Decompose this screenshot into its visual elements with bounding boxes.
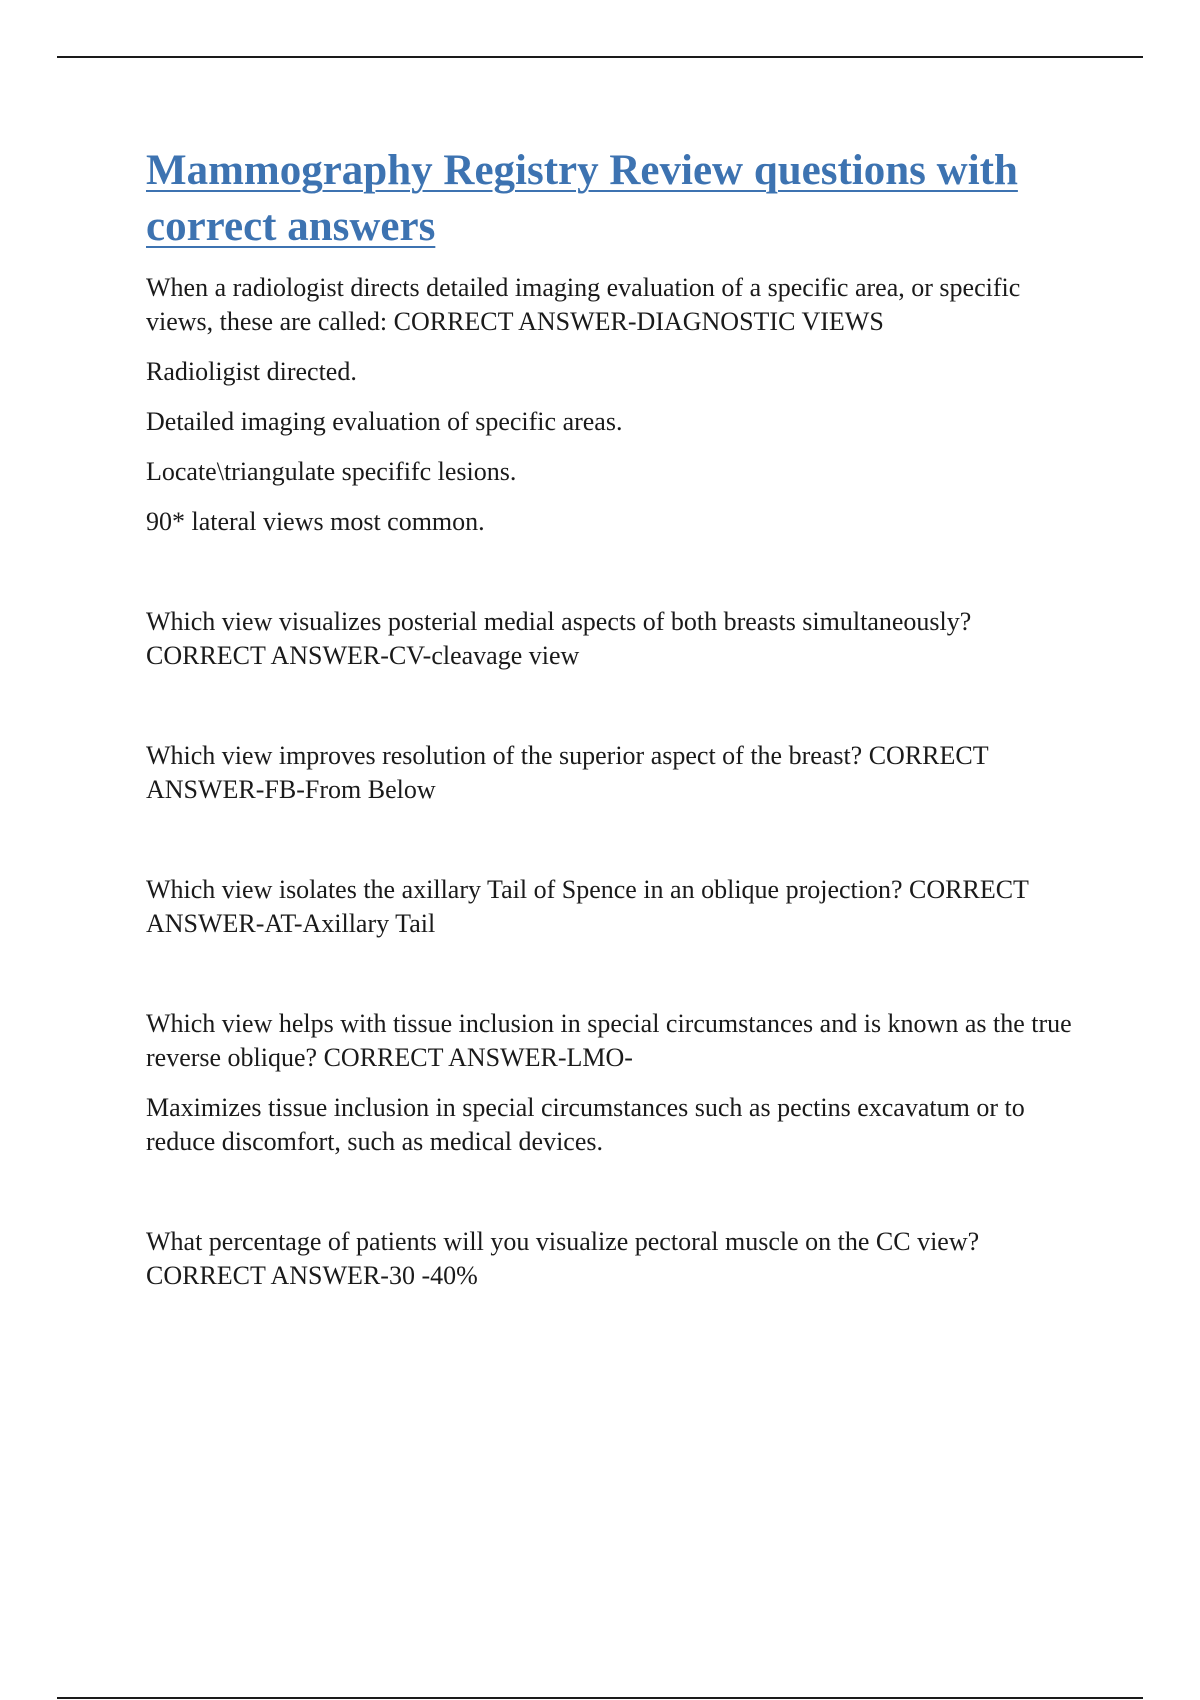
paragraph-detailed-evaluation: Detailed imaging evaluation of specific areas.	[146, 407, 623, 436]
paragraph-lateral-views: 90* lateral views most common.	[146, 507, 485, 536]
question-cleavage-view: Which view visualizes posterial medial aspects of both breasts simultaneously? CORRECT ANSWER-CV-cleavage view	[146, 607, 972, 670]
paragraph-locate-lesions: Locate\triangulate specififc lesions.	[146, 457, 517, 486]
paragraph-diagnostic-views: When a radiologist directs detailed imaging evaluation of a specific area, or specific views, these are called: CORRECT ANSWER-DIAGNOSTIC VIEWS	[146, 273, 1021, 336]
document-title: Mammography Registry Review questions with correct answers	[146, 147, 1018, 250]
footer-rule	[57, 1697, 1143, 1699]
header-rule	[57, 56, 1143, 58]
document-body	[146, 143, 1076, 1293]
paragraph-radiologist-directed: Radioligist directed.	[146, 357, 357, 386]
question-from-below: Which view improves resolution of the superior aspect of the breast? CORRECT ANSWER-FB-From Below	[146, 741, 989, 804]
question-lmo: Which view helps with tissue inclusion in special circumstances and is known as the true reverse oblique? CORRECT ANSWER-LMO-	[146, 1009, 1072, 1072]
question-pectoral-muscle: What percentage of patients will you visualize pectoral muscle on the CC view? CORRECT ANSWER-30 -40%	[146, 1227, 980, 1290]
question-axillary-tail: Which view isolates the axillary Tail of Spence in an oblique projection? CORRECT ANSWER-AT-Axillary Tail	[146, 875, 1029, 938]
paragraph-lmo-detail: Maximizes tissue inclusion in special circumstances such as pectins excavatum or to reduce discomfort, such as medical devices.	[146, 1093, 1025, 1156]
